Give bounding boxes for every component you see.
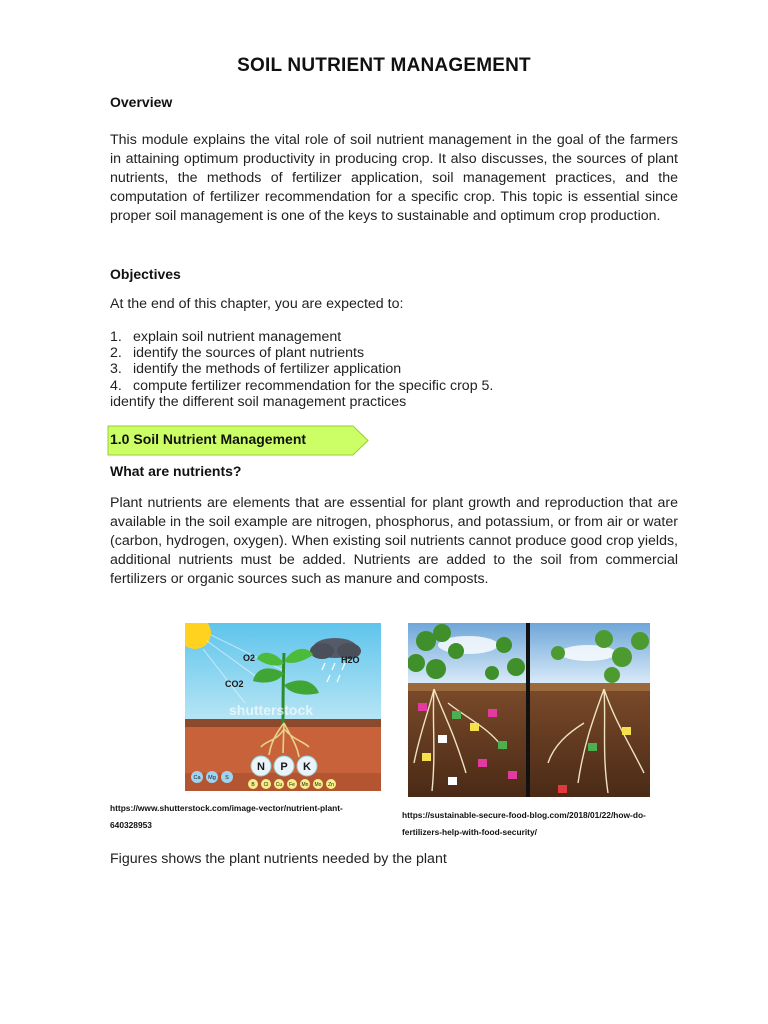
list-item: 3. identify the methods of fertilizer application [110, 361, 402, 378]
svg-text:Mo: Mo [314, 782, 322, 788]
section-banner-label: 1.0 Soil Nutrient Management [110, 431, 307, 447]
page-title: SOIL NUTRIENT MANAGEMENT [237, 55, 531, 76]
objectives-intro: At the end of this chapter, you are expected to: [110, 296, 404, 312]
svg-text:Mg: Mg [208, 775, 216, 781]
svg-text:Zn: Zn [328, 782, 334, 788]
svg-text:CO2: CO2 [225, 679, 244, 689]
figure1-source-link[interactable]: https://www.shutterstock.com/image-vector/nutrient-plant-640328953 [110, 803, 343, 830]
svg-text:P: P [280, 761, 288, 773]
svg-text:Cl: Cl [263, 782, 269, 788]
svg-text:shutterstock: shutterstock [229, 702, 314, 718]
list-item: identify the different soil management practices [110, 393, 407, 410]
soil-comparison-photo [408, 623, 650, 797]
svg-text:Cu: Cu [275, 782, 283, 788]
nutrients-question: What are nutrients? [110, 463, 242, 479]
svg-text:Fe: Fe [289, 782, 295, 788]
svg-text:Ca: Ca [193, 775, 201, 781]
list-item: 4. compute fertilizer recommendation for the specific crop 5. [110, 377, 494, 394]
objectives-list [110, 329, 493, 410]
svg-text:O2: O2 [243, 653, 256, 663]
list-item: 2. identify the sources of plant nutrients [110, 345, 365, 362]
figure-caption: Figures shows the plant nutrients needed by the plant [110, 851, 447, 867]
figure2-source-link[interactable]: https://sustainable-secure-food-blog.com/2018/01/22/how-do-fertilizers-help-with-food-security/ [402, 810, 646, 837]
overview-paragraph: This module explains the vital role of soil nutrient management in the goal of the farmers in attaining optimum productivity in producing crop. It also discusses, the sources of plant nutrients, the methods of fertilizer application, soil management practices, and the computation of fertilizer recommendation for a specific crop. This topic is essential since proper soil management is one of the keys to sustainable and optimum crop production. [110, 132, 678, 225]
list-item: 1. explain soil nutrient management [110, 329, 342, 345]
nutrient-plant-illustration [185, 623, 381, 791]
svg-text:B: B [251, 782, 255, 788]
section-banner [107, 425, 369, 456]
svg-text:K: K [303, 761, 311, 773]
overview-heading: Overview [110, 94, 173, 110]
svg-text:Mn: Mn [301, 782, 309, 788]
svg-text:S: S [225, 775, 229, 781]
svg-text:H2O: H2O [341, 655, 360, 665]
nutrients-paragraph: Plant nutrients are elements that are essential for plant growth and reproduction that are available in the soil example are nitrogen, phosphorus, and potassium, or from air or water (carbon, hydrogen, oxygen). When existing soil nutrients cannot produce good crop yields, additional nutrients must be added. Nutrients are added to the soil from commercial fertilizers or organic sources such as manure and composts. [110, 495, 678, 588]
svg-text:N: N [257, 761, 265, 773]
objectives-heading: Objectives [110, 266, 181, 282]
